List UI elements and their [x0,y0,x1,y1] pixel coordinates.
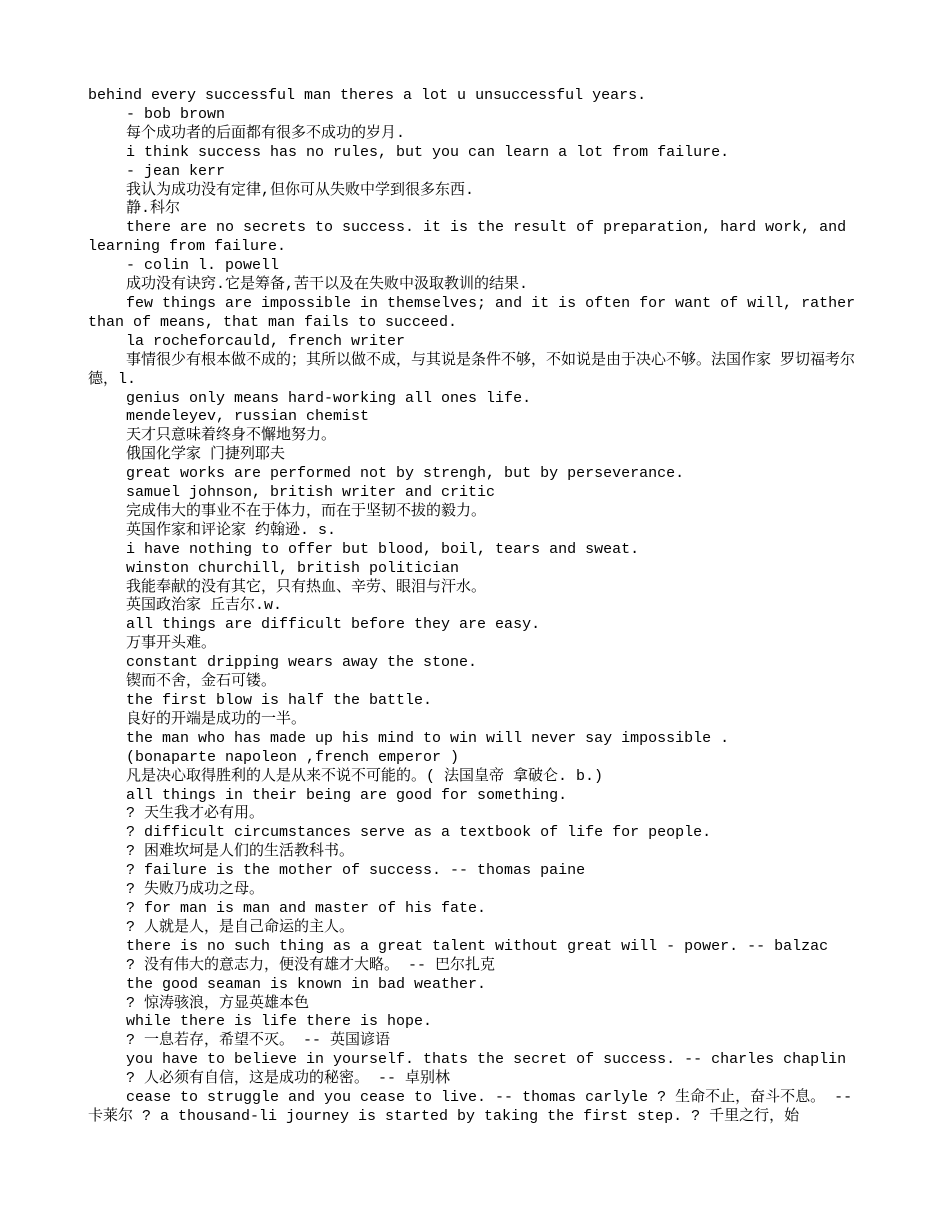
text-line: 天才只意味着终身不懈地努力。 [126,427,337,445]
text-line: the first blow is half the battle. [126,692,433,709]
text-line: ? 人必须有自信，这是成功的秘密。 -- 卓别林 [126,1070,451,1088]
document-page [88,87,865,1127]
text-line: the man who has made up his mind to win will never say impossible . [126,729,730,747]
text-line: 良好的开端是成功的一半。 [126,710,307,728]
text-line: few things are impossible in themselves; and it is often for want of will, rather than of means, that man fails to succeed. [88,294,865,331]
text-line: all things are difficult before they are easy. [126,616,541,634]
text-line: 静.科尔 [126,200,181,218]
text-line: - colin l. powell [126,257,280,275]
text-line: 俄国化学家 门捷列耶夫 [126,446,286,464]
text-line: - bob brown [126,105,226,123]
text-line: genius only means hard-working all ones life. [126,389,532,407]
text-line: - jean kerr [126,162,226,180]
text-line: ? difficult circumstances serve as a textbook of life for people. [126,824,712,842]
text-line: 每个成功者的后面都有很多不成功的岁月. [126,124,406,142]
text-line: la rocheforcauld, french writer [126,332,406,350]
text-line: 万事开头难。 [126,635,217,653]
text-line: there are no secrets to success. it is the result of preparation, hard work, and learning from failure. [88,219,856,256]
text-line: (bonaparte napoleon ,french emperor ) [126,748,460,766]
text-line: mendeleyev, russian chemist [126,408,370,426]
text-line: 我认为成功没有定律,但你可从失败中学到很多东西. [126,181,475,199]
text-line: 英国政治家 丘吉尔.w. [126,597,283,615]
text-line: ? for man is man and master of his fate. [126,899,487,917]
text-line: ? 困难坎坷是人们的生活教科书。 [126,843,355,861]
text-line: there is no such thing as a great talent without great will - power. -- balzac [126,937,829,955]
text-line: 事情很少有根本做不成的；其所以做不成，与其说是条件不够，不如说是由于决心不够。法国作家 罗切福考尔德，l. [88,351,856,388]
text-line: 凡是决心取得胜利的人是从来不说不可能的。( 法国皇帝 拿破仑. b.) [126,767,604,785]
text-line: while there is life there is hope. [126,1013,433,1031]
text-line: constant dripping wears away the stone. [126,654,478,672]
text-line: the good seaman is known in bad weather. [126,975,487,993]
text-line: cease to struggle and you cease to live. -- thomas carlyle ? 生命不止，奋斗不息。 -- 卡莱尔 ? a thousand-li journey is started by taking the first step. ? 千里之行，始 [88,1089,862,1125]
text-line: behind every successful man theres a lot u unsuccessful years. [88,87,647,104]
text-line: you have to believe in yourself. thats the secret of success. -- charles chaplin [126,1051,847,1069]
text-line: 英国作家和评论家 约翰逊. s. [126,521,337,539]
text-line: samuel johnson, british writer and critic [126,484,496,502]
text-line: ? 没有伟大的意志力，便没有雄才大略。 -- 巴尔扎克 [126,956,496,974]
text-line: i have nothing to offer but blood, boil, tears and sweat. [126,540,640,558]
text-line: 成功没有诀窍.它是筹备,苦干以及在失败中汲取教训的结果. [126,276,529,294]
text-line: 我能奉献的没有其它，只有热血、辛劳、眼泪与汗水。 [126,578,487,596]
text-line: i think success has no rules, but you can learn a lot from failure. [126,143,730,161]
text-line: 完成伟大的事业不在于体力，而在于坚韧不拔的毅力。 [126,502,487,520]
text-line: all things in their being are good for something. [126,786,568,804]
text-line: winston churchill, british politician [126,559,460,577]
text-line: great works are performed not by strengh, but by perseverance. [126,465,685,483]
text-line: 锲而不舍，金石可镂。 [126,673,277,691]
text-line: ? 一息若存，希望不灭。 -- 英国谚语 [126,1032,391,1050]
text-line: ? failure is the mother of success. -- thomas paine [126,862,586,880]
text-line: ? 人就是人，是自己命运的主人。 [126,918,355,936]
text-line: ? 失败乃成功之母。 [126,881,265,899]
text-line: ? 天生我才必有用。 [126,805,265,823]
text-line: ? 惊涛骇浪，方显英雄本色 [126,994,310,1012]
